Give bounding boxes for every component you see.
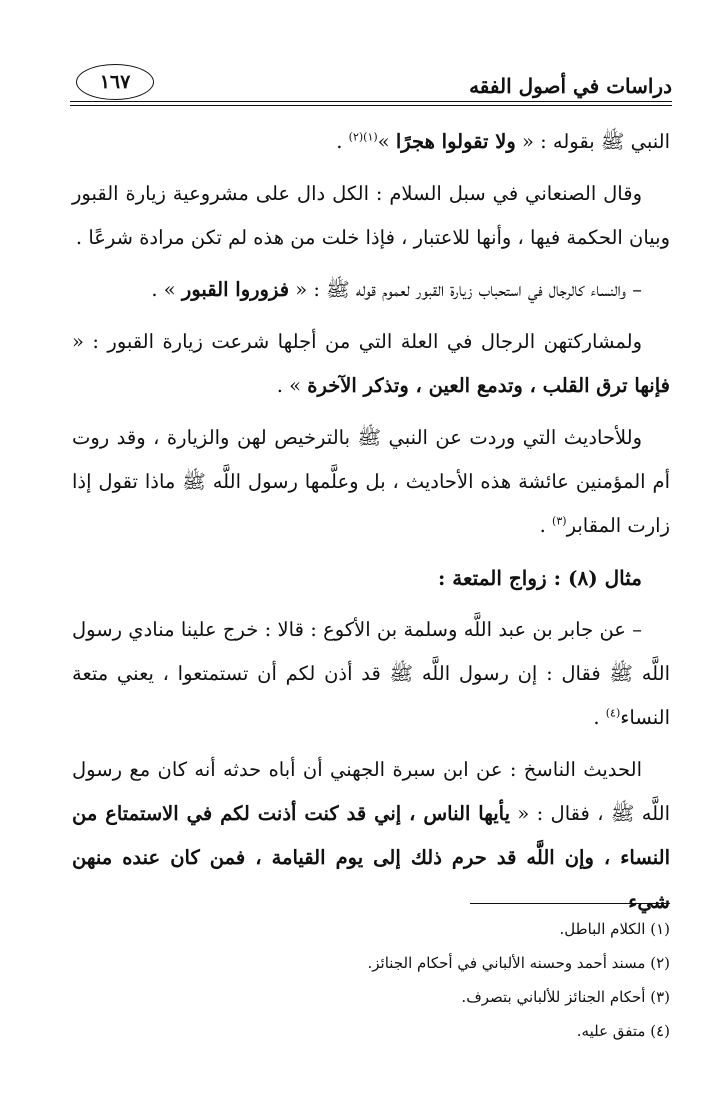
footnote-1: (١) الكلام الباطل.	[559, 920, 670, 938]
paragraph-4	[72, 320, 670, 408]
paragraph-5-end: .	[539, 514, 553, 537]
paragraph-7-hadith: يأيها الناس ، إني قد كنت أذنت لكم في الاستمتاع من النساء ، وإن اللَّه قد حرم ذلك إلى يوم القيامة ، فمن كان عنده منهن شيء	[72, 802, 670, 913]
header-rule	[70, 101, 672, 102]
paragraph-6-end: .	[593, 706, 606, 729]
section-heading: مثال (٨) : زواج المتعة :	[437, 566, 642, 590]
footnote-2: (٢) مسند أحمد وحسنه الألباني في أحكام الجنائز.	[367, 954, 670, 972]
footnote-ref-4: (٤)	[605, 706, 621, 720]
footnote-ref-3: (٣)	[552, 514, 567, 528]
paragraph-3-end: » .	[151, 278, 182, 301]
paragraph-5	[72, 416, 670, 548]
paragraph-3	[72, 268, 670, 312]
footnote-ref-1-2: (١)(٢)	[348, 130, 378, 144]
paragraph-3-hadith: فزوروا القبور	[181, 278, 290, 301]
footnotes	[110, 912, 670, 1048]
paragraph-1-close: »	[377, 130, 396, 153]
paragraph-7	[72, 748, 670, 924]
page-number-badge	[76, 64, 154, 100]
paragraph-1-text: النبي ﷺ بقوله : «	[515, 130, 670, 153]
paragraph-6-text: – عن جابر بن عبد اللَّه وسلمة بن الأكوع : قالا : خرج علينا منادي رسول اللَّه ﷺ فقال : إن رسول اللَّه ﷺ قد أذن لكم أن تستمتعوا ، يعني متعة النساء	[72, 618, 670, 729]
page-header	[70, 60, 672, 108]
paragraph-1-hadith: ولا تقولوا هجرًا	[395, 130, 516, 153]
footnote-3: (٣) أحكام الجنائز للألباني بتصرف.	[461, 988, 670, 1006]
paragraph-3-text: – والنساء كالرجال في استحباب زيارة القبور لعموم قوله ﷺ : «	[289, 278, 642, 301]
paragraph-4-hadith: فإنها ترق القلب ، وتدمع العين ، وتذكر الآخرة	[307, 374, 670, 397]
header-rule-second	[70, 105, 672, 106]
page-body	[72, 120, 670, 924]
paragraph-1-end: .	[336, 130, 349, 153]
paragraph-1	[72, 120, 670, 164]
page-number: ١٦٧	[99, 71, 131, 93]
running-title: دراسات في أصول الفقه	[469, 74, 672, 98]
paragraph-2: وقال الصنعاني في سبل السلام : الكل دال على مشروعية زيارة القبور وبيان الحكمة فيها ، وأنها للاعتبار ، فإذا خلت من هذه لم تكن مرادة شرعًا .	[72, 182, 670, 249]
paragraph-4-text: ولمشاركتهن الرجال في العلة التي من أجلها شرعت زيارة القبور : «	[72, 330, 642, 353]
paragraph-4-end: » .	[276, 374, 308, 397]
footnote-4: (٤) متفق عليه.	[576, 1022, 670, 1040]
paragraph-5-text: وللأحاديث التي وردت عن النبي ﷺ بالترخيص لهن والزيارة ، وقد روت أم المؤمنين عائشة هذه الأحاديث ، بل وعلَّمها رسول اللَّه ﷺ ماذا تقول إذا زارت المقابر	[72, 426, 670, 537]
paragraph-6	[72, 608, 670, 740]
paragraph-7-text: الحديث الناسخ : عن ابن سبرة الجهني أن أباه حدثه أنه كان مع رسول اللَّه ﷺ ، فقال : «	[72, 758, 670, 825]
footnote-separator	[470, 903, 670, 904]
